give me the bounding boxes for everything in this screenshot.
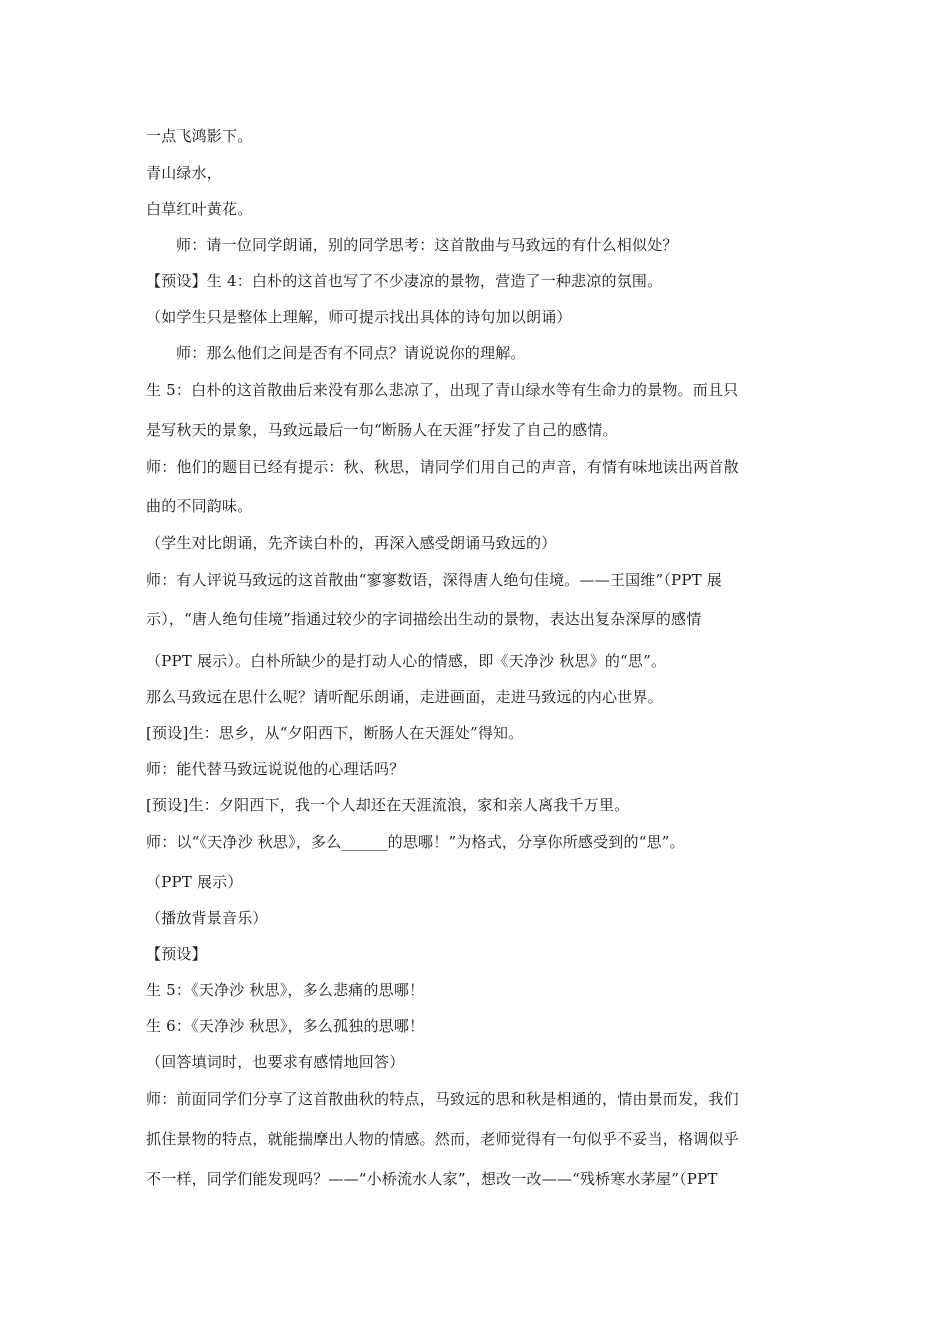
text-line: （PPT 展示）。白朴所缺少的是打动人心的情感，即《天净沙 秋思》的“思”。 [146,652,667,670]
text-line: （如学生只是整体上理解，师可提示找出具体的诗句加以朗诵） [146,308,572,326]
text-line: [预设]生：夕阳西下，我一个人却还在天涯流浪，家和亲人离我千万里。 [146,796,630,814]
text-line: （学生对比朗诵，先齐读白朴的，再深入感受朗诵马致远的） [146,534,557,552]
text-line: 【预设】 [146,945,207,963]
text-line: 师：他们的题目已经有提示：秋、秋思，请同学们用自己的声音，有情有味地读出两首散 [146,458,739,476]
text-line: 师：以“《天净沙 秋思》，多么______的思哪！”为格式，分享你所感受到的“思”。 [146,833,685,851]
text-line: 抓住景物的特点，就能揣摩出人物的情感。然而，老师觉得有一句似乎不妥当，格调似乎 [146,1130,739,1148]
text-line: 曲的不同韵味。 [146,497,253,515]
text-line: 青山绿水， [146,164,223,182]
text-line: [预设]生：思乡，从“夕阳西下，断肠人在天涯处”得知。 [146,724,524,742]
text-line: 不一样，同学们能发现吗？——“小桥流水人家”，想改一改——“残桥寒水茅屋”（PPT [146,1170,718,1188]
text-line: 师：请一位同学朗诵，别的同学思考：这首散曲与马致远的有什么相似处？ [176,236,678,254]
text-line: 生 6：《天净沙 秋思》，多么孤独的思哪！ [146,1017,425,1035]
text-line: 师：前面同学们分享了这首散曲秋的特点，马致远的思和秋是相通的，情由景而发，我们 [146,1090,739,1108]
text-line: 示），“唐人绝句佳境”指通过较少的字词描绘出生动的景物，表达出复杂深厚的感情 [146,610,702,628]
text-line: 师：能代替马致远说说他的心理话吗？ [146,760,405,778]
text-line: 【预设】生 4：白朴的这首也写了不少凄凉的景物，营造了一种悲凉的氛围。 [146,272,663,290]
text-line: 一点飞鸿影下。 [146,127,253,145]
text-line: 生 5：白朴的这首散曲后来没有那么悲凉了，出现了青山绿水等有生命力的景物。而且只 [146,381,739,399]
text-line: 生 5：《天净沙 秋思》，多么悲痛的思哪！ [146,981,425,999]
text-line: 师：那么他们之间是否有不同点？请说说你的理解。 [176,344,526,362]
text-line: 是写秋天的景象，马致远最后一句“断肠人在天涯”抒发了自己的感情。 [146,421,618,439]
text-line: 那么马致远在思什么呢？请听配乐朗诵，走进画面，走进马致远的内心世界。 [146,688,663,706]
text-line: 白草红叶黄花。 [146,200,253,218]
text-line: （PPT 展示） [146,873,243,891]
text-line: （回答填词时，也要求有感情地回答） [146,1053,405,1071]
text-line: （播放背景音乐） [146,909,268,927]
text-line: 师：有人评说马致远的这首散曲“寥寥数语，深得唐人绝句佳境。——王国维”（PPT 展 [146,571,722,589]
